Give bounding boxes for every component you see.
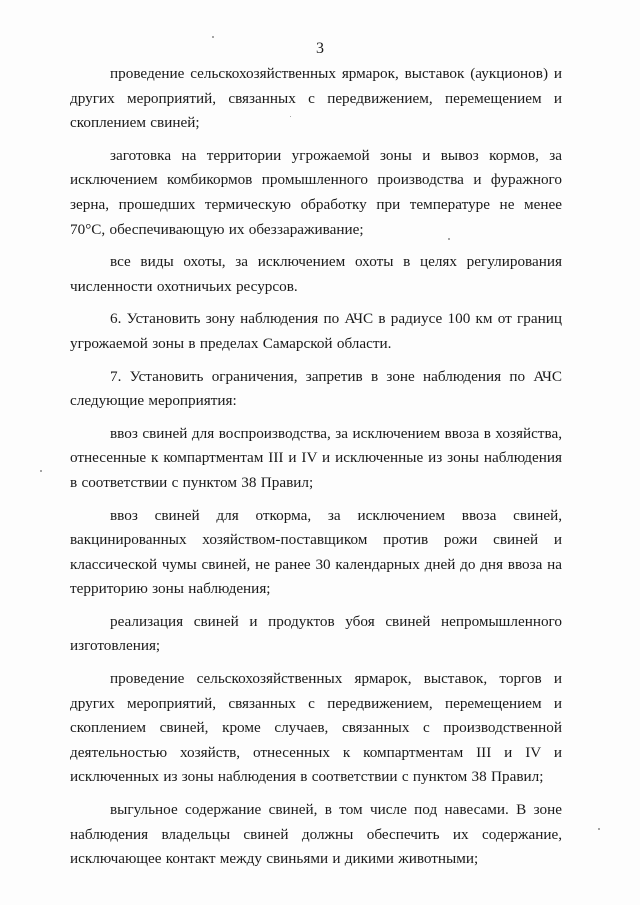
paragraph: проведение сельскохозяйственных ярмарок, выставок, торгов и других мероприятий, связанных с передвижением, перемещением и скоплением свиней, кроме случаев, связанных с производственной деятельностью хозяйств, отнесенных к компартментам III и IV и исключенных из зоны наблюдения в соответствии с пунктом 38 Правил; <box>70 670 562 786</box>
paragraph: ввоз свиней для воспроизводства, за исключением ввоза в хозяйства, отнесенные к компартментам III и IV и исключенные из зоны наблюдения в соответствии с пунктом 38 Правил; <box>70 424 562 491</box>
scan-speck <box>212 36 214 38</box>
page-number: 3 <box>316 40 324 57</box>
paragraph: 6. Установить зону наблюдения по АЧС в радиусе 100 км от границ угрожаемой зоны в пределах Самарской области. <box>70 310 562 352</box>
paragraph: все виды охоты, за исключением охоты в целях регулирования численности охотничьих ресурсов. <box>70 253 562 295</box>
paragraph: 7. Установить ограничения, запретив в зоне наблюдения по АЧС следующие мероприятия: <box>70 367 562 410</box>
paragraph: реализация свиней и продуктов убоя свиней непромышленного изготовления; <box>70 612 562 655</box>
paragraph: выгульное содержание свиней, в том числе под навесами. В зоне наблюдения владельцы свиней должны обеспечить их содержание, исключающее контакт между свиньями и дикими животными; <box>70 801 562 868</box>
paragraph: ввоз свиней для откорма, за исключением ввоза свиней, вакцинированных хозяйством-поставщиком против рожи свиней и классической чумы свиней, не ранее 30 календарных дней до дня ввоза на территорию зоны наблюдения; <box>70 506 562 598</box>
scan-speck <box>290 116 291 117</box>
scan-speck <box>40 470 42 472</box>
document-body <box>70 62 562 880</box>
paragraph: проведение сельскохозяйственных ярмарок, выставок (аукционов) и других мероприятий, связанных с передвижением, перемещением и скоплением свиней; <box>70 65 562 132</box>
scan-speck <box>598 828 600 830</box>
paragraph: заготовка на территории угрожаемой зоны и вывоз кормов, за исключением комбикормов промышленного производства и фуражного зерна, прошедших термическую обработку при температуре не менее 70°С, обеспечивающую их обеззараживание; <box>70 146 562 238</box>
scan-speck <box>448 238 450 240</box>
